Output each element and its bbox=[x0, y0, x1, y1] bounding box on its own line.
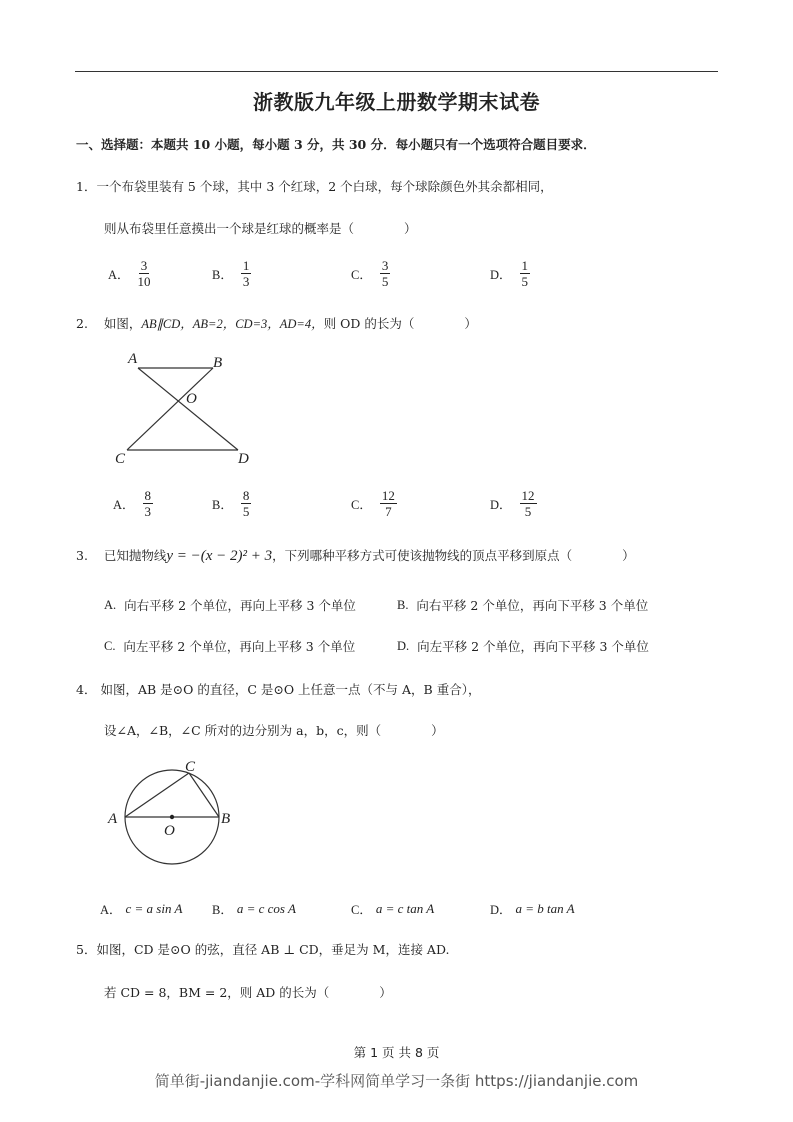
q4-option-c[interactable]: C． a = c tan A bbox=[351, 901, 435, 917]
question-1-line-1: 1．一个布袋里装有 5 个球，其中 3 个红球，2 个白球，每个球除颜色外其余都相同， bbox=[76, 179, 553, 194]
svg-text:C: C bbox=[185, 759, 196, 775]
q1-option-d[interactable]: D． $\frac{1}{5}$ bbox=[490, 258, 529, 289]
parabola-formula: y = −(x − 2)² + 3 bbox=[166, 548, 273, 564]
question-4-line-2: 设∠A，∠B，∠C 所对的边分别为 a，b，c，则（ ） bbox=[104, 723, 444, 738]
svg-text:O: O bbox=[186, 391, 197, 407]
q3-option-c[interactable]: C. 向左平移 2 个单位，再向上平移 3 个单位 bbox=[104, 638, 356, 654]
top-rule bbox=[75, 71, 718, 72]
q3-option-a[interactable]: A. 向右平移 2 个单位，再向上平移 3 个单位 bbox=[104, 597, 356, 613]
question-2-stem: 2. 如图，AB∥CD，AB=2，CD=3，AD=4，则 OD 的长为（ ） bbox=[76, 316, 477, 331]
q3-option-d[interactable]: D. 向左平移 2 个单位，再向下平移 3 个单位 bbox=[397, 638, 649, 654]
fraction: $\frac{12}{7}$ bbox=[381, 488, 395, 519]
figure-crossed-triangles bbox=[105, 345, 265, 470]
svg-text:B: B bbox=[213, 355, 223, 371]
q1-option-a[interactable]: A． $\frac{3}{10}$ bbox=[108, 258, 151, 289]
q2-option-d[interactable]: D． $\frac{12}{5}$ bbox=[490, 488, 535, 519]
watermark-link[interactable]: 简单街-jiandanjie.com-学科网简单学习一条街 https://jiandanjie.com bbox=[154, 1072, 639, 1090]
question-1-line-2: 则从布袋里任意摸出一个球是红球的概率是（ ） bbox=[104, 221, 417, 236]
question-5-line-2: 若 CD = 8，BM = 2，则 AD 的长为（ ） bbox=[104, 985, 392, 1000]
svg-text:B: B bbox=[221, 811, 231, 827]
svg-text:A: A bbox=[128, 351, 138, 367]
q2-option-b[interactable]: B． $\frac{8}{5}$ bbox=[212, 488, 250, 519]
q4-option-a[interactable]: A． c = a sin A bbox=[100, 901, 183, 917]
fraction: $\frac{1}{5}$ bbox=[521, 258, 529, 289]
q2-option-a[interactable]: A． $\frac{8}{3}$ bbox=[113, 488, 152, 519]
question-3-stem: 3. 已知抛物线y = −(x − 2)² + 3，下列哪种平移方式可使该抛物线的顶点平移到原点（ ） bbox=[76, 548, 635, 564]
page-number: 第 1 页 共 8 页 bbox=[353, 1045, 440, 1060]
fraction: $\frac{1}{3}$ bbox=[242, 258, 250, 289]
svg-text:C: C bbox=[115, 451, 126, 467]
svg-text:A: A bbox=[108, 811, 118, 827]
q4-option-d[interactable]: D． a = b tan A bbox=[490, 901, 575, 917]
question-4-line-1: 4． 如图，AB 是⊙O 的直径，C 是⊙O 上任意一点（不与 A，B 重合）， bbox=[76, 682, 481, 697]
section-heading: 一、选择题：本题共 10 小题，每小题 3 分，共 30 分．每小题只有一个选项符合题目要求． bbox=[76, 137, 596, 152]
fraction: $\frac{12}{5}$ bbox=[521, 488, 535, 519]
q1-option-c[interactable]: C． $\frac{3}{5}$ bbox=[351, 258, 389, 289]
question-number: 1． bbox=[76, 179, 97, 194]
q4-option-b[interactable]: B． a = c cos A bbox=[212, 901, 296, 917]
q2-option-c[interactable]: C． $\frac{12}{7}$ bbox=[351, 488, 395, 519]
svg-text:O: O bbox=[164, 823, 175, 839]
figure-circle-diameter bbox=[100, 755, 250, 880]
fraction: $\frac{8}{5}$ bbox=[242, 488, 250, 519]
fraction: $\frac{3}{10}$ bbox=[137, 258, 151, 289]
q1-option-b[interactable]: B． $\frac{1}{3}$ bbox=[212, 258, 250, 289]
question-5-line-1: 5．如图，CD 是⊙O 的弦，直径 AB ⊥ CD，垂足为 M，连接 AD. bbox=[76, 942, 450, 957]
page-title: 浙教版九年级上册数学期末试卷 bbox=[253, 90, 540, 114]
q3-option-b[interactable]: B. 向右平移 2 个单位，再向下平移 3 个单位 bbox=[397, 597, 649, 613]
fraction: $\frac{3}{5}$ bbox=[381, 258, 389, 289]
svg-text:D: D bbox=[238, 451, 249, 467]
fraction: $\frac{8}{3}$ bbox=[144, 488, 152, 519]
